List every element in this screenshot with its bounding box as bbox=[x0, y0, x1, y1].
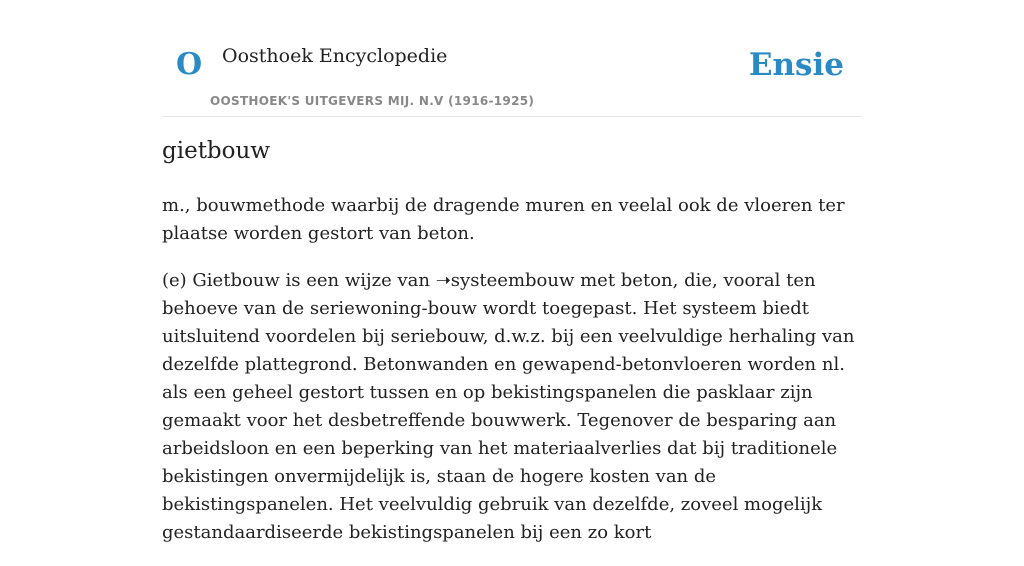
cross-reference-arrow-icon: ➝ bbox=[435, 270, 451, 291]
paragraph-text-before: (e) Gietbouw is een wijze van bbox=[162, 270, 436, 291]
paragraph-text-after: met beton, die, vooral ten behoeve van de seriewoning-bouw wordt toegepast. Het systeem biedt uitsluitend voordelen bij seriebouw, d.w.z. bij een veelvuldige herhaling van dezelfde plattegrond. Betonwanden en gewapend-betonvloeren worden nl. als een geheel gestort tussen en op bekistingspanelen die pasklaar zijn gemaakt voor het desbetreffende bouwwerk. Tegenover de besparing aan arbeidsloon en een beperking van het materiaalverlies dat bij traditionele bekistingen onvermijdelijk is, staan de hogere kosten van de bekistingspanelen. Het veelvuldig gebruik van dezelfde, zoveel mogelijk gestandaardiseerde bekistingspanelen bij een zo kort bbox=[162, 270, 855, 543]
source-subtitle: OOSTHOEK'S UITGEVERS MIJ. N.V (1916-1925) bbox=[210, 94, 535, 108]
source-title[interactable]: Oosthoek Encyclopedie bbox=[222, 45, 448, 67]
entry-definition: m., bouwmethode waarbij de dragende muren en veelal ook de vloeren ter plaatse worden gestort van beton. bbox=[162, 195, 845, 244]
source-header bbox=[162, 0, 862, 117]
brand-logo-link[interactable]: Ensie bbox=[748, 47, 844, 83]
entry-title: gietbouw bbox=[162, 138, 271, 164]
cross-reference-link[interactable] bbox=[436, 270, 575, 291]
source-logo: O bbox=[176, 47, 203, 82]
entry-paragraph bbox=[162, 267, 862, 547]
cross-reference-label: systeembouw bbox=[450, 270, 575, 291]
entry-body bbox=[162, 192, 862, 566]
